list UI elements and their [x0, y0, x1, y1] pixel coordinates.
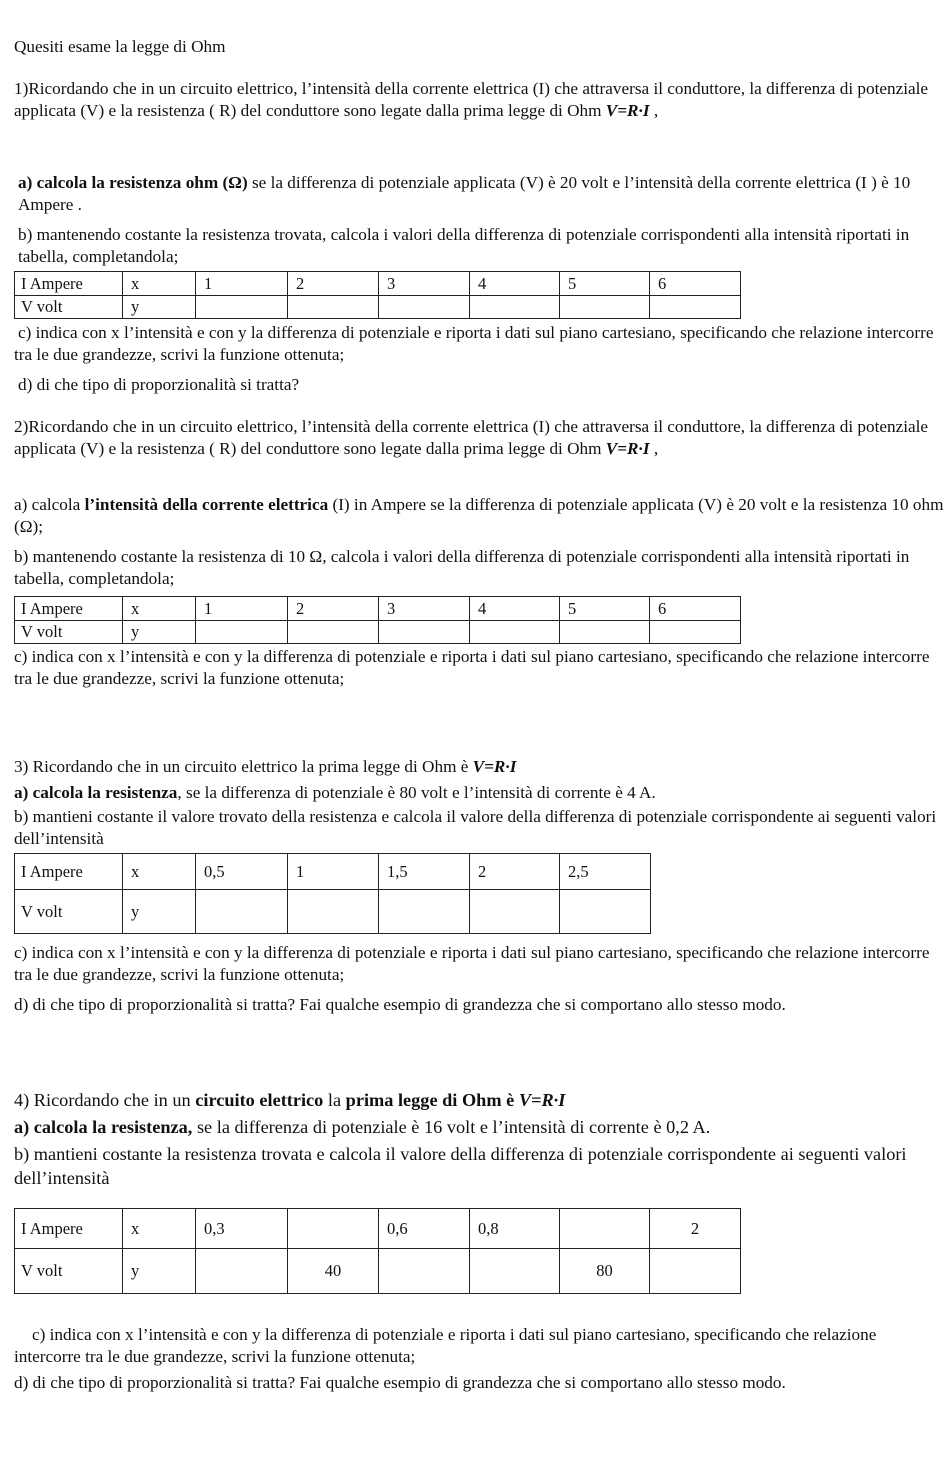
q1-part-a [18, 172, 944, 216]
q4-table-row-voltage [15, 1249, 741, 1294]
q3-cell-header-voltage: V volt [15, 890, 123, 934]
q3-part-a-bold: a) calcola la resistenza [14, 783, 178, 802]
q1-cell [379, 296, 470, 319]
q4-cell: 80 [560, 1249, 650, 1294]
q4-cell [288, 1209, 379, 1249]
q1-part-a-text: se la differenza di potenziale applicata (V) è 20 volt e l’intensità della corrente elettrica (I ) è 10 Ampere . [18, 173, 911, 214]
q3-intro [14, 756, 944, 778]
q4-cell-x: x [123, 1209, 196, 1249]
q2-cell [560, 621, 650, 644]
q4-cell-header-voltage: V volt [15, 1249, 123, 1294]
q4-intro [14, 1088, 944, 1112]
q1-cell [560, 296, 650, 319]
q2-cell-x: x [123, 597, 196, 621]
q2-intro-end: , [649, 439, 659, 458]
q2-cell: 2 [288, 597, 379, 621]
q2-cell-header-voltage: V volt [15, 621, 123, 644]
q3-cell: 1,5 [379, 854, 470, 890]
q3-table-row-voltage [15, 890, 651, 934]
q4-cell: 0,8 [470, 1209, 560, 1249]
q1-cell [288, 296, 379, 319]
q4-table-row-current [15, 1209, 741, 1249]
q3-cell-header-current: I Ampere [15, 854, 123, 890]
q3-cell-y: y [123, 890, 196, 934]
q2-intro [14, 416, 944, 460]
q2-cell-y: y [123, 621, 196, 644]
q3-cell [470, 890, 560, 934]
q3-cell: 2 [470, 854, 560, 890]
document-title: Quesiti esame la legge di Ohm [14, 37, 226, 56]
q1-part-a-bold: a) calcola la resistenza ohm (Ω) [18, 173, 248, 192]
q1-part-d: d) di che tipo di proporzionalità si tratta? [18, 375, 300, 394]
q1-table-row-voltage [15, 296, 741, 319]
q1-table-row-current [15, 272, 741, 296]
q2-cell [196, 621, 288, 644]
q1-intro-text: 1)Ricordando che in un circuito elettrico, l’intensità della corrente elettrica (I) che attraversa il conduttore, la differenza di potenziale applicata (V) e la resistenza ( R) del conduttore sono legate dalla prima legge di Ohm [14, 79, 929, 120]
q2-cell [379, 621, 470, 644]
q4-intro-mid: la [323, 1090, 346, 1110]
q4-part-c: c) indica con x l’intensità e con y la differenza di potenziale e riporta i dati sul piano cartesiano, specificando che relazione intercorre tra le due grandezze, scrivi la funzione ottenuta; [14, 1325, 877, 1366]
q4-cell-y: y [123, 1249, 196, 1294]
q2-table-row-current [15, 597, 741, 621]
q3-cell: 0,5 [196, 854, 288, 890]
q1-cell [470, 296, 560, 319]
q2-cell [288, 621, 379, 644]
q1-cell-x: x [123, 272, 196, 296]
q4-cell: 40 [288, 1249, 379, 1294]
q1-intro-end: , [649, 101, 659, 120]
q2-part-a-bold: l’intensità della corrente elettrica [84, 495, 329, 514]
q4-cell [470, 1249, 560, 1294]
q3-cell-x: x [123, 854, 196, 890]
q4-part-d: d) di che tipo di proporzionalità si tratta? Fai qualche esempio di grandezza che si comportano allo stesso modo. [14, 1373, 786, 1392]
q3-intro-text: 3) Ricordando che in un circuito elettrico la prima legge di Ohm è [14, 757, 473, 776]
q1-cell: 5 [560, 272, 650, 296]
q3-cell [379, 890, 470, 934]
q3-cell [196, 890, 288, 934]
q2-part-a [14, 494, 944, 538]
q1-cell: 2 [288, 272, 379, 296]
q2-part-b: b) mantenendo costante la resistenza di 10 Ω, calcola i valori della differenza di potenziale corrispondenti alla intensità riportati in tabella, completandola; [14, 547, 910, 588]
q1-cell-header-voltage: V volt [15, 296, 123, 319]
q2-cell [650, 621, 741, 644]
q2-cell: 5 [560, 597, 650, 621]
q1-cell [196, 296, 288, 319]
q2-cell: 1 [196, 597, 288, 621]
q3-cell [560, 890, 651, 934]
q2-part-c: c) indica con x l’intensità e con y la differenza di potenziale e riporta i dati sul piano cartesiano, specificando che relazione intercorre tra le due grandezze, scrivi la funzione ottenuta; [14, 647, 930, 688]
q4-cell [379, 1249, 470, 1294]
q3-part-a [14, 782, 944, 804]
q1-intro [14, 78, 944, 122]
q1-cell: 3 [379, 272, 470, 296]
q1-table [14, 271, 741, 319]
q1-cell [650, 296, 741, 319]
q1-cell-header-current: I Ampere [15, 272, 123, 296]
q2-cell-header-current: I Ampere [15, 597, 123, 621]
q3-part-d: d) di che tipo di proporzionalità si tratta? Fai qualche esempio di grandezza che si comportano allo stesso modo. [14, 995, 786, 1014]
q3-formula: V=R·I [472, 757, 517, 776]
q3-table-row-current [15, 854, 651, 890]
q4-part-a-text: se la differenza di potenziale è 16 volt e l’intensità di corrente è 0,2 A. [192, 1117, 711, 1137]
q4-table [14, 1208, 741, 1294]
q2-formula: V=R·I [605, 439, 650, 458]
q4-cell-header-current: I Ampere [15, 1209, 123, 1249]
q3-table [14, 853, 651, 934]
q1-cell: 4 [470, 272, 560, 296]
q1-part-c: c) indica con x l’intensità e con y la differenza di potenziale e riporta i dati sul piano cartesiano, specificando che relazione intercorre tra le due grandezze, scrivi la funzione ottenuta; [14, 323, 934, 364]
q2-table [14, 596, 741, 644]
q1-cell-y: y [123, 296, 196, 319]
q4-cell: 0,6 [379, 1209, 470, 1249]
q4-cell: 0,3 [196, 1209, 288, 1249]
q2-part-a-text: (I) in Ampere se la differenza di potenziale applicata (V) è 20 volt e la resistenza 10 ohm (Ω); [14, 495, 944, 536]
q3-part-c: c) indica con x l’intensità e con y la differenza di potenziale e riporta i dati sul piano cartesiano, specificando che relazione intercorre tra le due grandezze, scrivi la funzione ottenuta; [14, 943, 930, 984]
q1-cell: 6 [650, 272, 741, 296]
q4-intro-bold-circuit: circuito elettrico [195, 1090, 324, 1110]
q2-cell: 3 [379, 597, 470, 621]
q4-formula: V=R·I [518, 1090, 566, 1110]
q2-table-row-voltage [15, 621, 741, 644]
q4-intro-bold-law: prima legge di Ohm è [345, 1090, 519, 1110]
q3-cell: 1 [288, 854, 379, 890]
q1-formula: V=R·I [605, 101, 650, 120]
q3-cell: 2,5 [560, 854, 651, 890]
q3-part-b: b) mantieni costante il valore trovato della resistenza e calcola il valore della differenza di potenziale corrispondente ai seguenti valori dell’intensità [14, 807, 937, 848]
q4-cell [650, 1249, 741, 1294]
q4-part-b: b) mantieni costante la resistenza trovata e calcola il valore della differenza di potenziale corrispondente ai seguenti valori dell’intensità [14, 1144, 907, 1188]
q2-part-a-start: a) calcola [14, 495, 85, 514]
q4-cell [560, 1209, 650, 1249]
q2-cell: 4 [470, 597, 560, 621]
q4-part-a-bold: a) calcola la resistenza, [14, 1117, 193, 1137]
q4-intro-text: 4) Ricordando che in un [14, 1090, 196, 1110]
q1-part-b: b) mantenendo costante la resistenza trovata, calcola i valori della differenza di potenziale corrispondenti alla intensità riportati in tabella, completandola; [18, 225, 910, 266]
q3-part-a-text: , se la differenza di potenziale è 80 volt e l’intensità di corrente è 4 A. [177, 783, 656, 802]
q2-cell: 6 [650, 597, 741, 621]
q1-cell: 1 [196, 272, 288, 296]
q4-part-a [14, 1115, 944, 1139]
q2-intro-text: 2)Ricordando che in un circuito elettrico, l’intensità della corrente elettrica (I) che attraversa il conduttore, la differenza di potenziale applicata (V) e la resistenza ( R) del conduttore sono legate dalla prima legge di Ohm [14, 417, 929, 458]
q3-cell [288, 890, 379, 934]
q4-cell: 2 [650, 1209, 741, 1249]
q2-cell [470, 621, 560, 644]
q4-cell [196, 1249, 288, 1294]
